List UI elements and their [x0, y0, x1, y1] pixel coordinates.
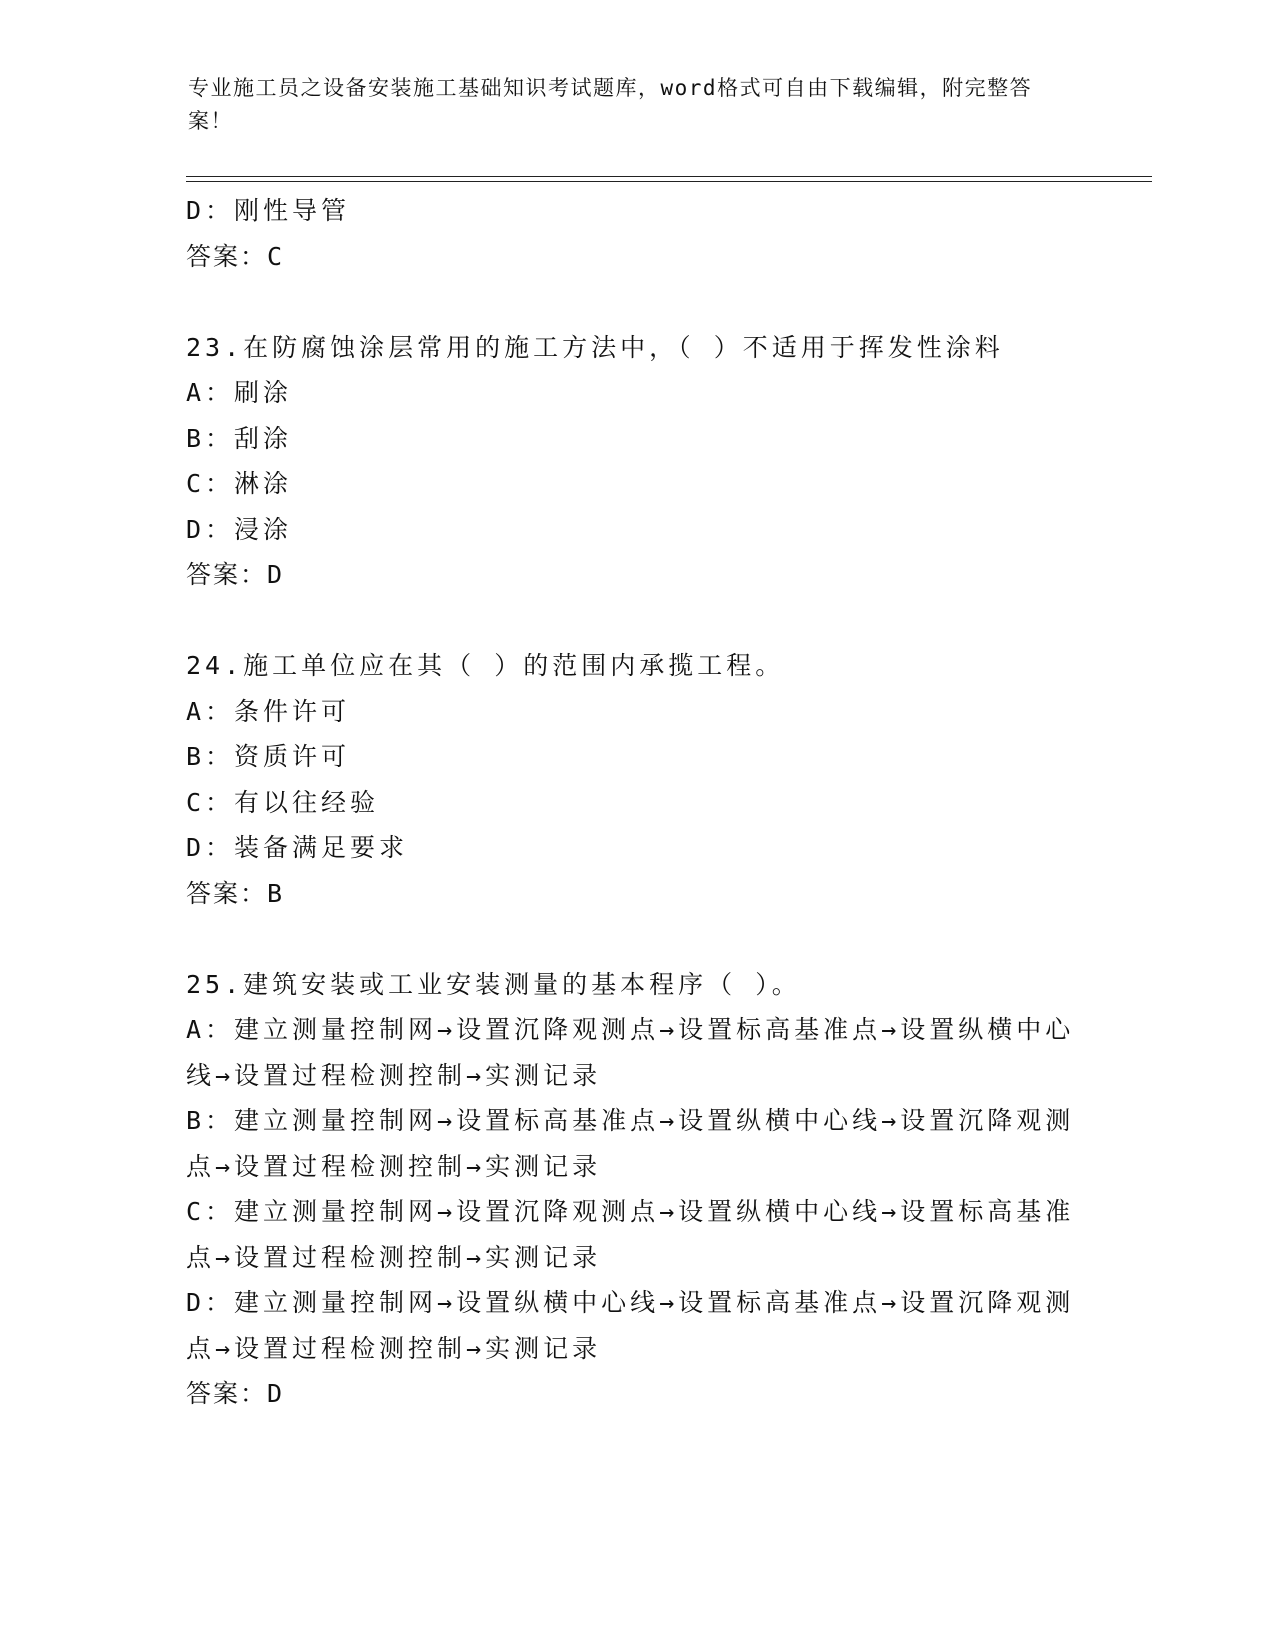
- spacer: [186, 916, 1086, 962]
- option-c: C：淋涂: [186, 469, 293, 498]
- document-body: [186, 188, 1086, 1417]
- header-divider-top: [186, 176, 1152, 177]
- spacer: [186, 279, 1086, 325]
- option-b: B：资质许可: [186, 742, 351, 771]
- answer: 答案：D: [186, 560, 285, 589]
- option-a: A：建立测量控制网→设置沉降观测点→设置标高基准点→设置纵横中心线→设置过程检测控制→实测记录: [186, 1015, 1075, 1090]
- question-25: [186, 962, 1086, 1417]
- option-d: D：建立测量控制网→设置纵横中心线→设置标高基准点→设置沉降观测点→设置过程检测控制→实测记录: [186, 1288, 1075, 1363]
- answer: 答案：D: [186, 1379, 285, 1408]
- option-c: C：建立测量控制网→设置沉降观测点→设置纵横中心线→设置标高基准点→设置过程检测控制→实测记录: [186, 1197, 1075, 1272]
- option-a: A：刷涂: [186, 378, 293, 407]
- header-divider-bottom: [186, 181, 1152, 182]
- option-b: B：刮涂: [186, 423, 293, 453]
- option-d-previous-question: D：刚性导管: [186, 196, 351, 225]
- question-stem: 25.建筑安装或工业安装测量的基本程序（ ）。: [186, 969, 801, 999]
- answer-previous-question: 答案：C: [186, 241, 285, 271]
- option-c: C：有以往经验: [186, 787, 380, 817]
- question-stem: 24.施工单位应在其（ ）的范围内承揽工程。: [186, 651, 785, 680]
- question-24: [186, 643, 1086, 916]
- option-b: B：建立测量控制网→设置标高基准点→设置纵横中心线→设置沉降观测点→设置过程检测控制→实测记录: [186, 1106, 1075, 1181]
- spacer: [186, 598, 1086, 644]
- option-d: D：装备满足要求: [186, 833, 409, 862]
- question-23: [186, 325, 1086, 598]
- document-header: 专业施工员之设备安装施工基础知识考试题库，word格式可自由下载编辑，附完整答案！: [188, 76, 1033, 133]
- question-stem: 23.在防腐蚀涂层常用的施工方法中，（ ）不适用于挥发性涂料: [186, 332, 1004, 362]
- option-a: A：条件许可: [186, 696, 351, 726]
- option-d: D：浸涂: [186, 514, 293, 544]
- answer: 答案：B: [186, 878, 285, 908]
